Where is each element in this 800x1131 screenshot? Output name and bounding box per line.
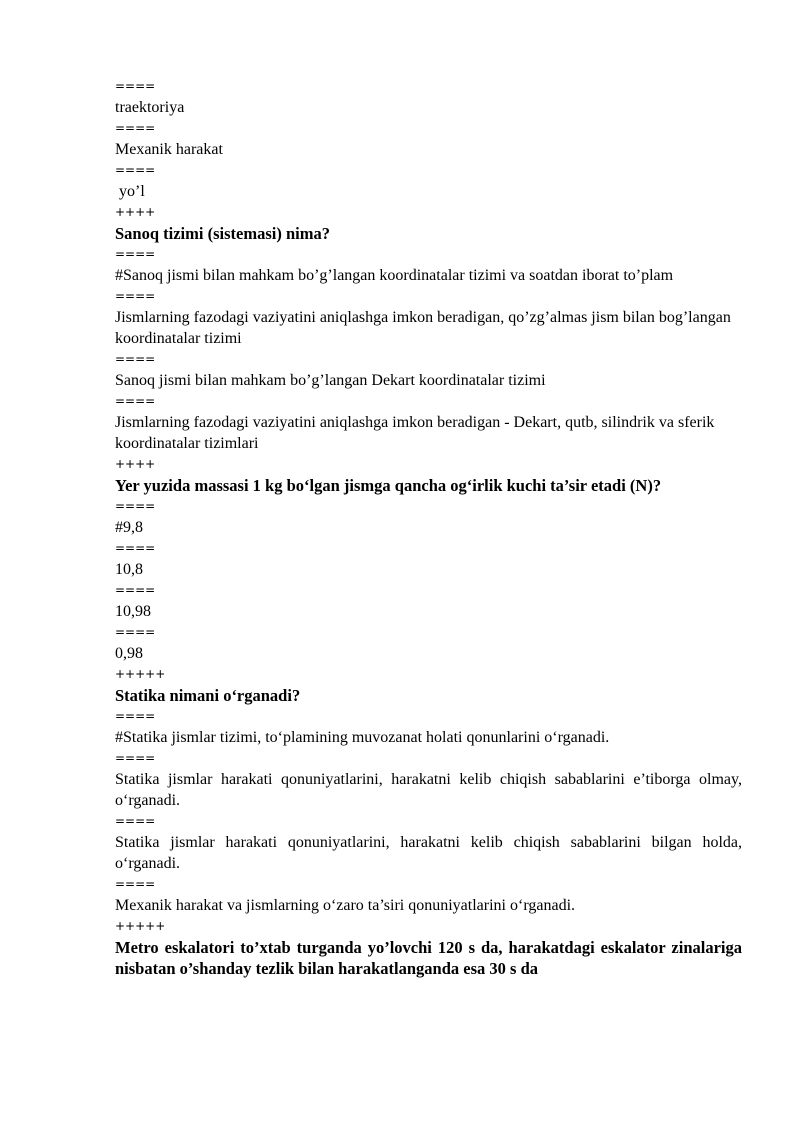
answer-option: Sanoq jismi bilan mahkam bo’g’langan Dekart koordinatalar tizimi [115,372,546,389]
answer-option: Statika jismlar harakati qonuniyatlarini, harakatni kelib chiqish sabablarini bilgan holda, o‘rganadi. [115,834,742,872]
question-text: Yer yuzida massasi 1 kg bo‘lgan jismga qancha og‘irlik kuchi ta’sir etadi (N)? [115,476,662,495]
answer-option: #Sanoq jismi bilan mahkam bo’g’langan koordinatalar tizimi va soatdan iborat to’plam [115,267,674,284]
answer-option: Jismlarning fazodagi vaziyatini aniqlashga imkon beradigan - Dekart, qutb, silindrik va sferik koordinatalar tizimlari [115,414,715,452]
question-text: Statika nimani o‘rganadi? [115,686,301,705]
answer-option: 0,98 [115,645,143,662]
answer-option: Mexanik harakat [115,141,223,158]
separator-marker: ==== [115,247,156,261]
separator-marker: +++++ [115,667,166,681]
separator-marker: ==== [115,289,156,303]
separator-marker: ==== [115,583,156,597]
document-page [115,76,742,979]
answer-option: Mexanik harakat va jismlarning o‘zaro ta’siri qonuniyatlarini o‘rganadi. [115,897,576,914]
separator-marker: ==== [115,814,156,828]
answer-option: 10,8 [115,561,143,578]
question-text: Metro eskalatori to’xtab turganda yo’lovchi 120 s da, harakatdagi eskalator zinalariga nisbatan o’shanday tezlik bilan harakatlanganda esa 30 s da [115,938,742,978]
question-text: Sanoq tizimi (sistemasi) nima? [115,224,330,243]
separator-marker: ==== [115,163,156,177]
answer-option: 10,98 [115,603,151,620]
separator-marker: ==== [115,394,156,408]
separator-marker: ==== [115,751,156,765]
answer-option: #9,8 [115,519,143,536]
separator-marker: ==== [115,877,156,891]
separator-marker: ==== [115,499,156,513]
separator-marker: ==== [115,709,156,723]
separator-marker: +++++ [115,919,166,933]
separator-marker: ==== [115,352,156,366]
separator-marker: ==== [115,541,156,555]
answer-option: Jismlarning fazodagi vaziyatini aniqlashga imkon beradigan, qo’zg’almas jism bilan bog’langan koordinatalar tizimi [115,309,731,347]
separator-marker: ==== [115,625,156,639]
answer-option: #Statika jismlar tizimi, to‘plamining muvozanat holati qonunlarini o‘rganadi. [115,729,610,746]
separator-marker: ++++ [115,457,156,471]
answer-option: Statika jismlar harakati qonuniyatlarini, harakatni kelib chiqish sabablarini e’tiborga olmay, o‘rganadi. [115,771,742,809]
separator-marker: ==== [115,121,156,135]
separator-marker: ==== [115,79,156,93]
separator-marker: ++++ [115,205,156,219]
answer-option: yo’l [115,183,145,200]
answer-option: traektoriya [115,99,185,116]
